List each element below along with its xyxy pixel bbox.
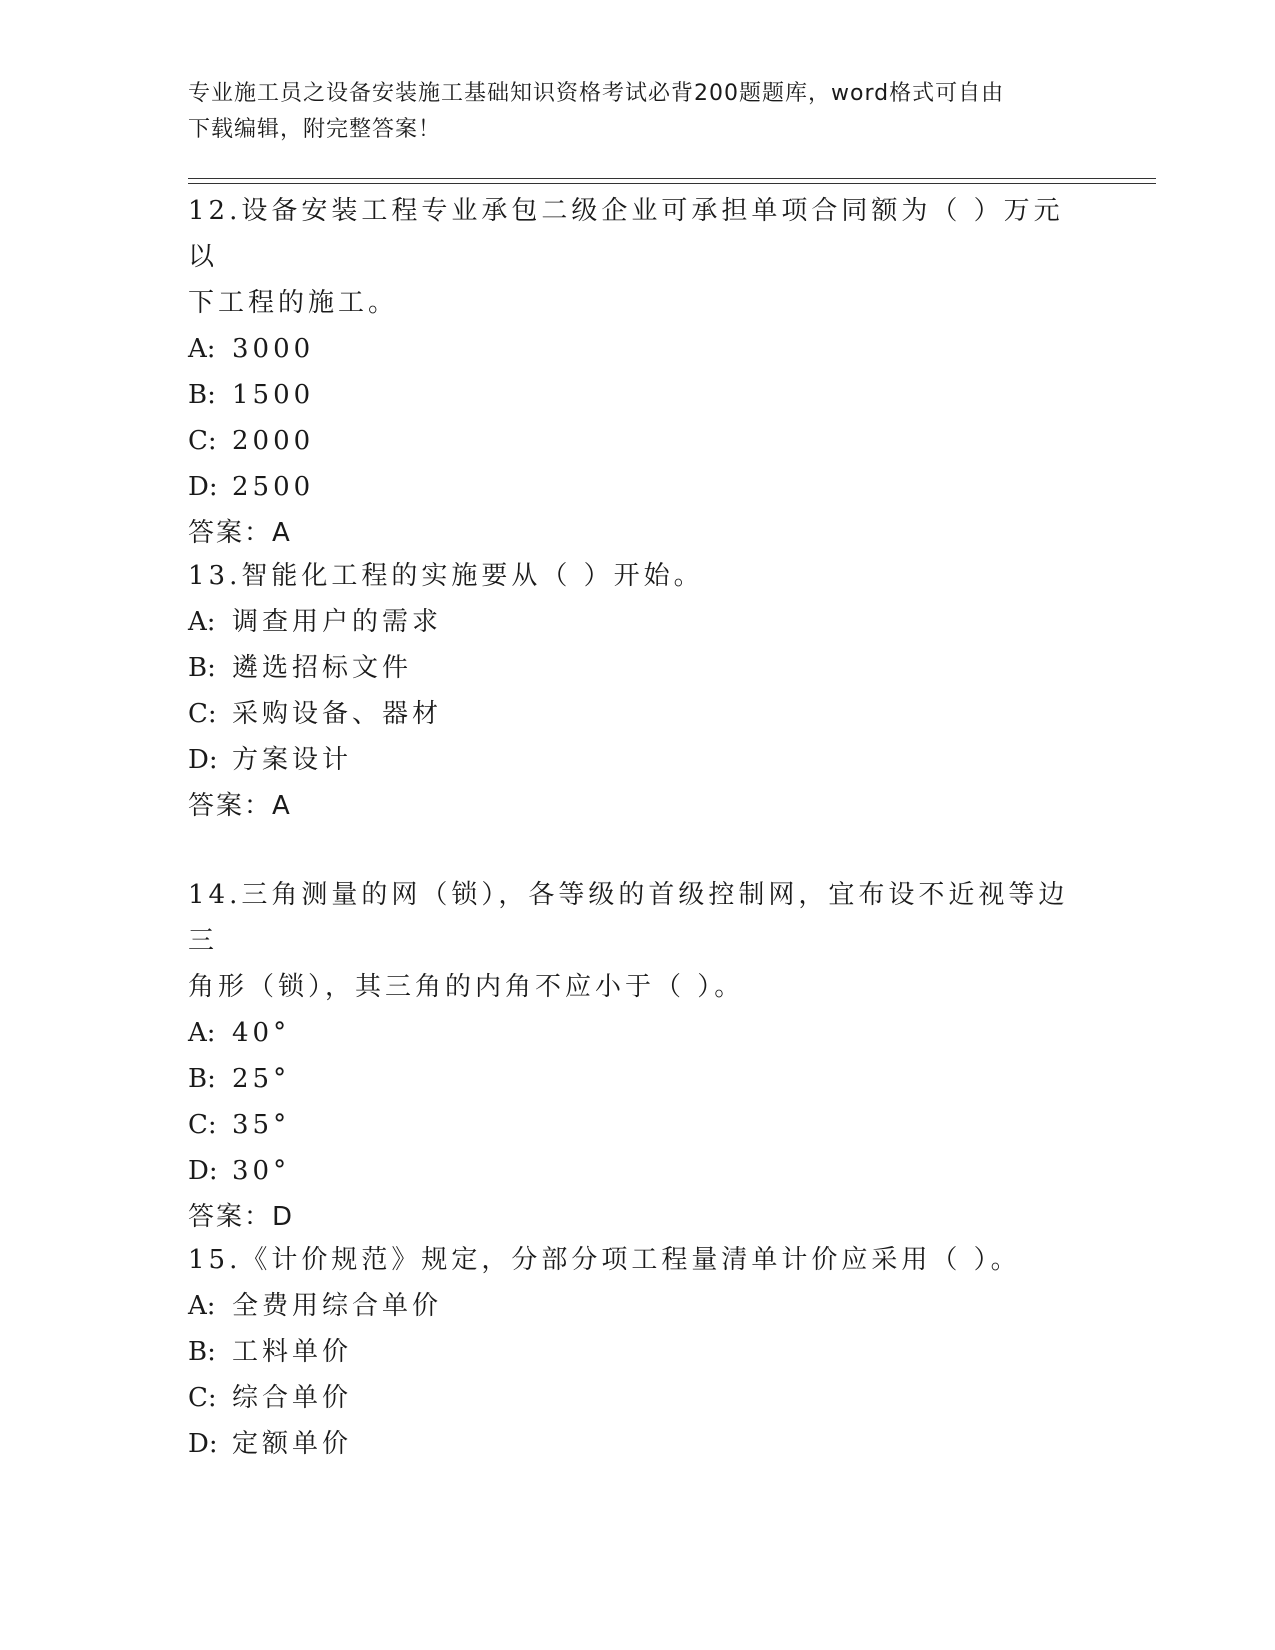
option-a (188, 1010, 1088, 1056)
option-text: 25° (232, 1064, 291, 1094)
option-a (188, 1283, 1088, 1329)
question-12 (188, 188, 1088, 556)
option-text: 调查用户的需求 (232, 607, 443, 637)
option-c (188, 418, 1088, 464)
option-text: 1500 (232, 380, 315, 410)
option-key: D: (188, 1429, 218, 1459)
option-b (188, 1056, 1088, 1102)
option-key: A: (188, 334, 216, 364)
option-key: B: (188, 380, 216, 410)
option-text: 30° (232, 1156, 291, 1186)
option-key: B: (188, 1337, 216, 1367)
option-a (188, 326, 1088, 372)
option-c (188, 1375, 1088, 1421)
answer-line: 答案：D (188, 1202, 295, 1232)
option-key: A: (188, 1018, 216, 1048)
document-header (188, 76, 1068, 148)
option-key: C: (188, 1110, 217, 1140)
option-key: D: (188, 745, 218, 775)
option-b (188, 645, 1088, 691)
option-key: C: (188, 426, 217, 456)
option-text: 方案设计 (232, 745, 353, 775)
question-stem-line-1: 13.智能化工程的实施要从（ ）开始。 (188, 561, 704, 591)
option-text: 全费用综合单价 (232, 1291, 443, 1321)
option-text: 定额单价 (232, 1429, 353, 1459)
option-text: 2000 (232, 426, 315, 456)
question-stem-line-2: 角形（锁），其三角的内角不应小于（ ）。 (188, 972, 745, 1002)
option-b (188, 372, 1088, 418)
option-text: 综合单价 (232, 1383, 353, 1413)
option-text: 3000 (232, 334, 315, 364)
option-key: B: (188, 1064, 216, 1094)
option-b (188, 1329, 1088, 1375)
option-key: D: (188, 1156, 218, 1186)
option-key: C: (188, 1383, 217, 1413)
option-text: 采购设备、器材 (232, 699, 443, 729)
option-key: C: (188, 699, 217, 729)
option-key: B: (188, 653, 216, 683)
option-c (188, 691, 1088, 737)
option-key: A: (188, 1291, 216, 1321)
question-stem-line-1: 14.三角测量的网（锁），各等级的首级控制网，宜布设不近视等边三 (188, 880, 1069, 956)
option-d (188, 1421, 1088, 1467)
option-d (188, 1148, 1088, 1194)
answer-line: 答案：A (188, 518, 292, 548)
option-text: 35° (232, 1110, 291, 1140)
question-15 (188, 1237, 1088, 1467)
question-14 (188, 872, 1088, 1240)
header-line-2: 下载编辑，附完整答案！ (188, 117, 442, 142)
option-a (188, 599, 1088, 645)
header-divider-bottom (188, 183, 1156, 184)
option-key: D: (188, 472, 218, 502)
option-c (188, 1102, 1088, 1148)
option-text: 2500 (232, 472, 315, 502)
option-text: 40° (232, 1018, 291, 1048)
option-text: 工料单价 (232, 1337, 353, 1367)
option-text: 遴选招标文件 (232, 653, 413, 683)
option-d (188, 737, 1088, 783)
answer-line: 答案：A (188, 791, 292, 821)
question-stem-line-1: 15.《计价规范》规定，分部分项工程量清单计价应采用（ ）。 (188, 1245, 1021, 1275)
question-stem-line-1: 12.设备安装工程专业承包二级企业可承担单项合同额为（ ）万元以 (188, 196, 1064, 272)
header-divider-top (188, 178, 1156, 179)
header-line-1: 专业施工员之设备安装施工基础知识资格考试必背200题题库，word格式可自由 (188, 81, 1005, 106)
question-stem-line-2: 下工程的施工。 (188, 288, 399, 318)
question-13 (188, 553, 1088, 829)
option-d (188, 464, 1088, 510)
option-key: A: (188, 607, 216, 637)
